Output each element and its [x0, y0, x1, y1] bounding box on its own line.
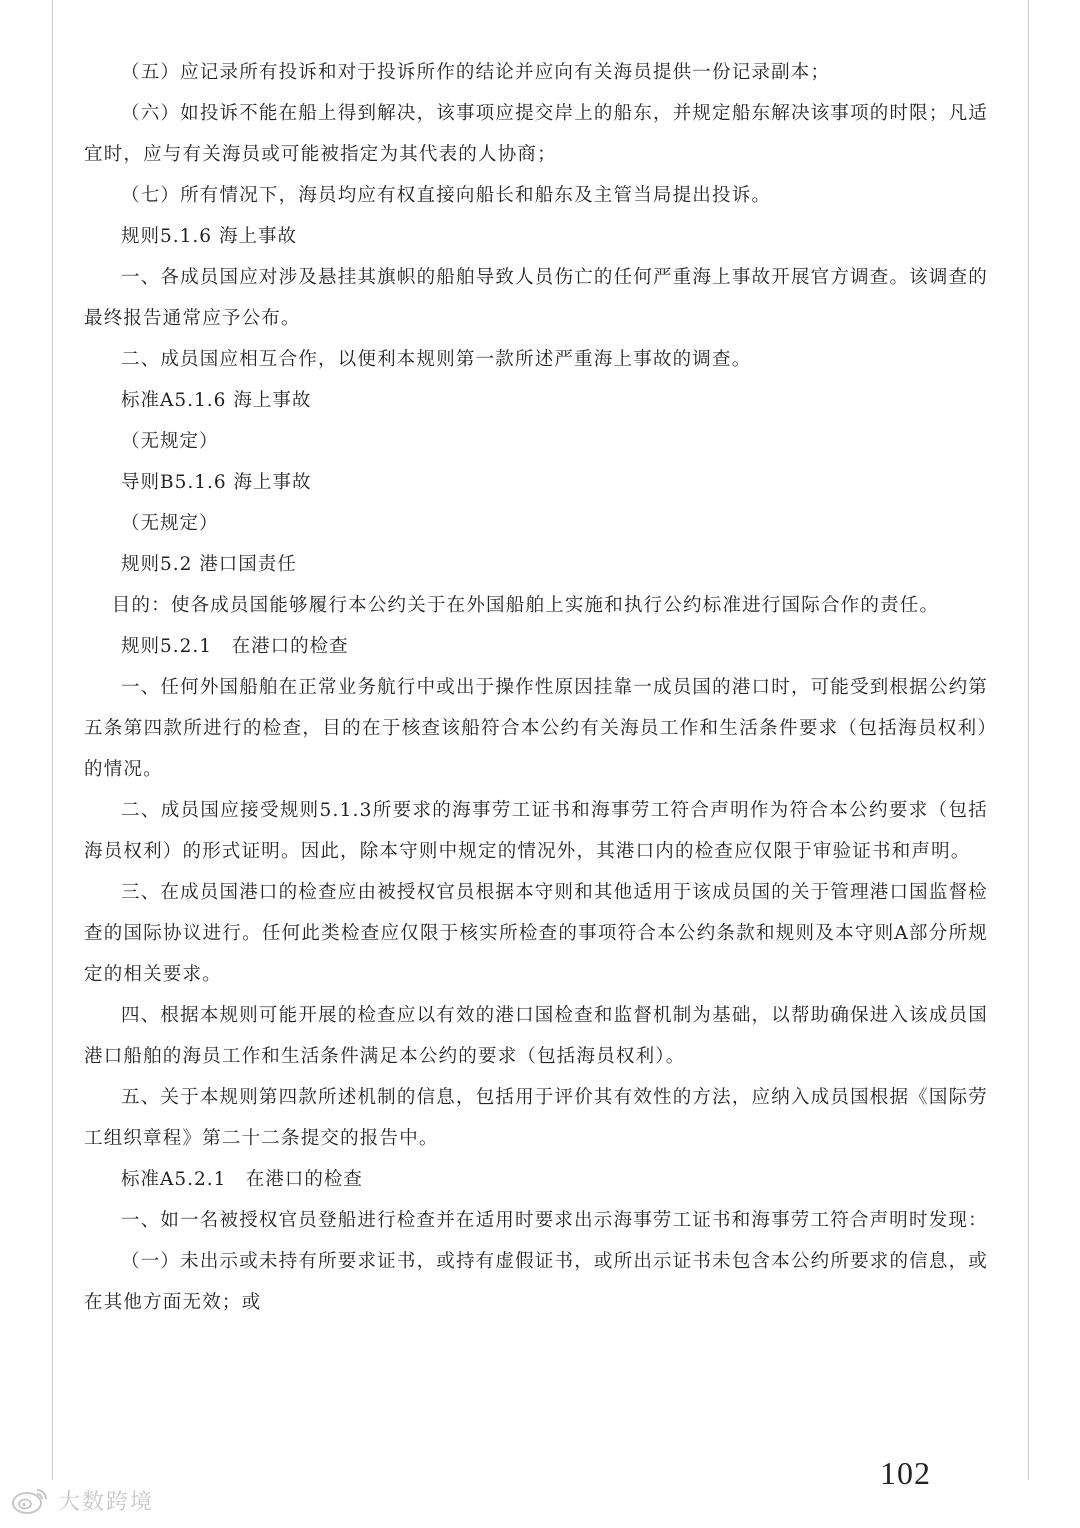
weibo-logo-icon [10, 1484, 50, 1516]
paragraph-certificate-acceptance: 二、成员国应接受规则5.1.3所要求的海事劳工证书和海事劳工符合声明作为符合本公约要求（包括海员权利）的形式证明。因此，除本守则中规定的情况外，其港口内的检查应仅限于审验证书和声明。 [84, 800, 988, 862]
paragraph-finding-item-1: （一）未出示或未持有所要求证书，或持有虚假证书，或所出示证书未包含本公约所要求的信息，或在其他方面无效；或 [84, 1251, 988, 1313]
paragraph-complaint-record: （五）应记录所有投诉和对于投诉所作的结论并应向有关海员提供一份记录副本； [121, 62, 831, 83]
paragraph-purpose: 目的：使各成员国能够履行本公约关于在外国船舶上实施和执行公约标准进行国际合作的责任。 [111, 595, 940, 616]
heading-standard-a5-1-6: 标准A5.1.6 海上事故 [121, 390, 312, 411]
document-body [84, 52, 988, 1323]
watermark [10, 1480, 154, 1520]
heading-regulation-5-2: 规则5.2 港口国责任 [121, 554, 297, 575]
heading-regulation-5-1-6: 规则5.1.6 海上事故 [121, 226, 297, 247]
page-left-border [52, 0, 53, 1480]
paragraph-officer-findings: 一、如一名被授权官员登船进行检查并在适用时要求出示海事劳工证书和海事劳工符合声明时发现： [121, 1210, 988, 1231]
paragraph-complaint-direct: （七）所有情况下，海员均应有权直接向船长和船东及主管当局提出投诉。 [121, 185, 772, 206]
paragraph-marine-casualty-investigation: 一、各成员国应对涉及悬挂其旗帜的船舶导致人员伤亡的任何严重海上事故开展官方调查。该调查的最终报告通常应予公布。 [84, 267, 988, 329]
heading-regulation-5-2-1: 规则5.2.1 在港口的检查 [121, 636, 349, 657]
heading-standard-a5-2-1: 标准A5.2.1 在港口的检查 [121, 1169, 363, 1190]
watermark-text: 大数跨境 [58, 1489, 155, 1515]
paragraph-inspection-scope: 一、任何外国船舶在正常业务航行中或出于操作性原因挂靠一成员国的港口时，可能受到根据公约第五条第四款所进行的检查，目的在于核查该船符合本公约有关海员工作和生活条件要求（包括海员权利）的情况。 [84, 677, 988, 780]
paragraph-complaint-shore: （六）如投诉不能在船上得到解决，该事项应提交岸上的船东，并规定船东解决该事项的时限；凡适宜时，应与有关海员或可能被指定为其代表的人协商； [84, 103, 988, 165]
heading-guideline-b5-1-6: 导则B5.1.6 海上事故 [121, 472, 312, 493]
no-provision-note: （无规定） [121, 513, 219, 534]
page-right-border [1028, 0, 1029, 1480]
paragraph-reporting: 五、关于本规则第四款所述机制的信息，包括用于评价其有效性的方法，应纳入成员国根据《国际劳工组织章程》第二十二条提交的报告中。 [84, 1087, 988, 1149]
page-number: 102 [880, 1455, 931, 1491]
paragraph-marine-casualty-cooperation: 二、成员国应相互合作，以便利本规则第一款所述严重海上事故的调查。 [121, 349, 752, 370]
paragraph-inspection-mechanism: 四、根据本规则可能开展的检查应以有效的港口国检查和监督机制为基础，以帮助确保进入该成员国港口船舶的海员工作和生活条件满足本公约的要求（包括海员权利）。 [84, 1005, 988, 1067]
no-provision-note: （无规定） [121, 431, 219, 452]
paragraph-authorized-officers: 三、在成员国港口的检查应由被授权官员根据本守则和其他适用于该成员国的关于管理港口国监督检查的国际协议进行。任何此类检查应仅限于核实所检查的事项符合本公约条款和规则及本守则A部分所规定的相关要求。 [84, 882, 988, 985]
